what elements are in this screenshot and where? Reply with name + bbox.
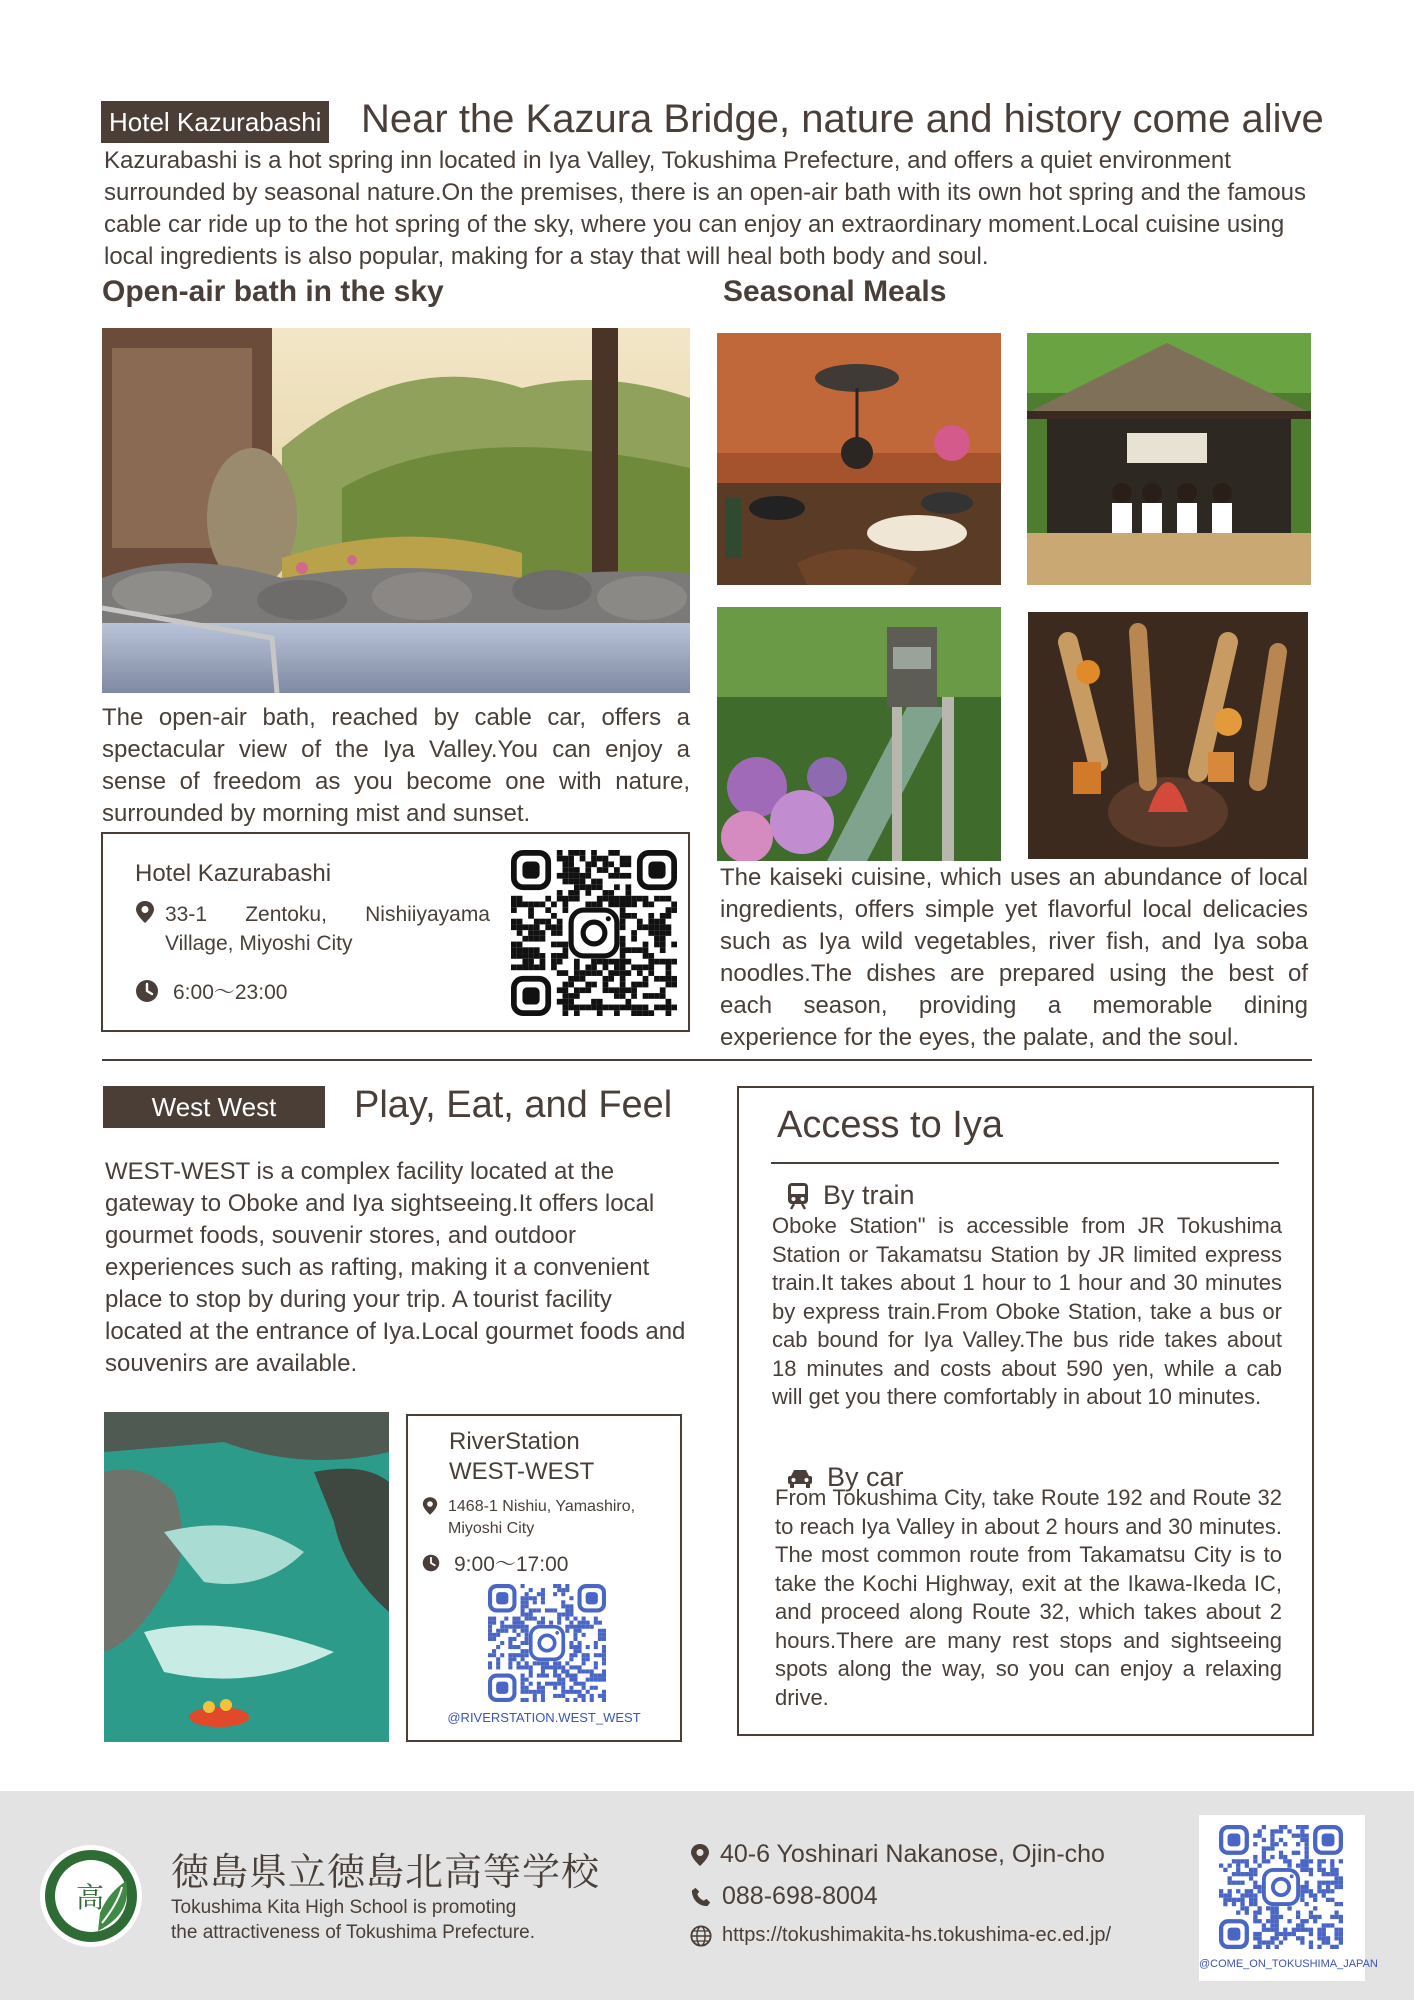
instagram-icon [1264, 1870, 1298, 1904]
school-logo [38, 1843, 144, 1949]
hotel-info-name: Hotel Kazurabashi [135, 860, 332, 887]
access-title: Access to Iya [777, 1104, 1003, 1146]
car-heading: By car [827, 1462, 904, 1492]
footer-instagram-qr[interactable] [1219, 1825, 1343, 1949]
car-description: From Tokushima City, take Route 192 and Route 32 to reach Iya Valley in about 2 hours and 30 minutes. The most common route from Takamatsu City is to take the Kochi Highway, exit at the Ikawa-Ikeda IC, and proceed along Route 32, which takes about 2 hours.There are many rest stops and sightseeing spots along the way, so you can enjoy a relaxing drive. [775, 1485, 1282, 1710]
school-tagline-line2: the attractiveness of Tokushima Prefecture. [171, 1922, 535, 1943]
hotel-instagram-qr[interactable] [511, 850, 677, 1016]
footer-website-row [690, 1924, 1111, 1947]
hotel-info-hours-row [135, 976, 287, 1006]
train-description: Oboke Station" is accessible from JR Tokushima Station or Takamatsu Station by JR limited express train.It takes about 1 hour to 1 hour and 30 minutes by express train.From Oboke Station, take a bus or cab bound for Iya Valley.The bus ride takes about 18 minutes and costs about 590 yen, while a cab will get you there comfortably in about 10 minutes. [772, 1213, 1282, 1409]
school-tagline-line1: Tokushima Kita High School is promoting [171, 1897, 517, 1918]
westwest-info-card [406, 1414, 682, 1742]
clock-icon [135, 979, 159, 1003]
school-logo-char: 高 [75, 1881, 105, 1914]
train-heading: By train [823, 1180, 915, 1210]
hotel-info-card [101, 832, 690, 1032]
footer-website[interactable]: https://tokushimakita-hs.tokushima-ec.ed.jp/ [722, 1924, 1112, 1946]
footer [0, 1791, 1414, 2000]
meals-heading: Seasonal Meals [723, 275, 947, 308]
school-name-jp: 徳島県立徳島北高等学校 [171, 1850, 601, 1894]
section-divider [102, 1059, 1312, 1061]
kaiseki-meal-photo [717, 333, 1001, 585]
access-card [737, 1086, 1314, 1736]
hotel-info-hours: 6:00〜23:00 [173, 981, 288, 1004]
map-pin-icon [135, 900, 155, 924]
grilled-fish-photo [1028, 612, 1308, 859]
westwest-qr-caption: @RIVERSTATION.WEST_WEST [447, 1710, 641, 1725]
hotel-intro: Kazurabashi is a hot spring inn located in Iya Valley, Tokushima Prefecture, and offers a quiet environment surrounded by seasonal nature.On the premises, there is an open-air bath with its own hot spring and the famous cable car ride up to the hot spring of the sky, where you can enjoy an extraordinary moment.Local cuisine using local ingredients is also popular, making for a stay that will heal both body and soul. [104, 147, 1307, 270]
train-icon [787, 1182, 809, 1210]
westwest-info-name-line2: WEST-WEST [449, 1458, 595, 1485]
hotel-info-address: 33-1 Zentoku, Nishiiyayama Village, Miyoshi City [165, 903, 490, 955]
phone-icon [690, 1886, 712, 1908]
meals-description: The kaiseki cuisine, which uses an abundance of local ingredients, offers simple yet flavorful local delicacies such as Iya wild vegetables, river fish, and Iya soba noodles.The dishes are prepared using the best of each season, providing a memorable dining experience for the eyes, the palate, and the soul. [720, 864, 1308, 1051]
westwest-info-address-row [422, 1496, 672, 1540]
globe-icon [690, 1925, 712, 1947]
open-air-bath-photo [102, 328, 690, 693]
westwest-info-name-line1: RiverStation [449, 1428, 580, 1455]
footer-address-row [690, 1840, 1105, 1869]
footer-phone-row [690, 1882, 878, 1911]
footer-phone[interactable]: 088-698-8004 [722, 1882, 878, 1910]
westwest-tag: West West [103, 1086, 325, 1128]
instagram-icon [571, 910, 617, 956]
westwest-info-address: 1468-1 Nishiu, Yamashiro, Miyoshi City [448, 1498, 636, 1537]
students-rest-house-photo [1027, 333, 1311, 585]
footer-qr-card [1199, 1815, 1378, 1981]
westwest-info-hours: 9:00〜17:00 [454, 1553, 569, 1576]
westwest-description: WEST-WEST is a complex facility located at the gateway to Oboke and Iya sightseeing.It offers local gourmet foods, souvenir stores, and outdoor experiences such as rafting, making it a convenient place to stop by during your trip. A tourist facility located at the entrance of Iya.Local gourmet foods and souvenirs are available. [105, 1158, 686, 1377]
bath-heading: Open-air bath in the sky [102, 275, 444, 308]
westwest-instagram-qr[interactable] [488, 1584, 606, 1702]
instagram-icon [531, 1627, 564, 1660]
cable-car-hydrangea-photo [717, 607, 1001, 861]
hotel-tag: Hotel Kazurabashi [101, 101, 329, 143]
footer-qr-caption: @COME_ON_TOKUSHIMA_JAPAN [1199, 1958, 1378, 1970]
map-pin-icon [690, 1843, 710, 1867]
footer-address: 40-6 Yoshinari Nakanose, Ojin-cho [720, 1840, 1105, 1868]
hotel-info-address-row [135, 900, 495, 958]
rafting-photo [104, 1412, 389, 1742]
hotel-headline: Near the Kazura Bridge, nature and history come alive [361, 97, 1324, 141]
map-pin-icon [422, 1496, 438, 1516]
westwest-headline: Play, Eat, and Feel [354, 1084, 673, 1126]
westwest-info-hours-row [422, 1548, 568, 1578]
clock-icon [422, 1554, 440, 1572]
train-heading-row [787, 1180, 915, 1211]
bath-description: The open-air bath, reached by cable car, offers a spectacular view of the Iya Valley.You can enjoy a sense of freedom as you become one with nature, surrounded by morning mist and sunset. [102, 704, 690, 827]
access-title-rule [771, 1162, 1279, 1164]
